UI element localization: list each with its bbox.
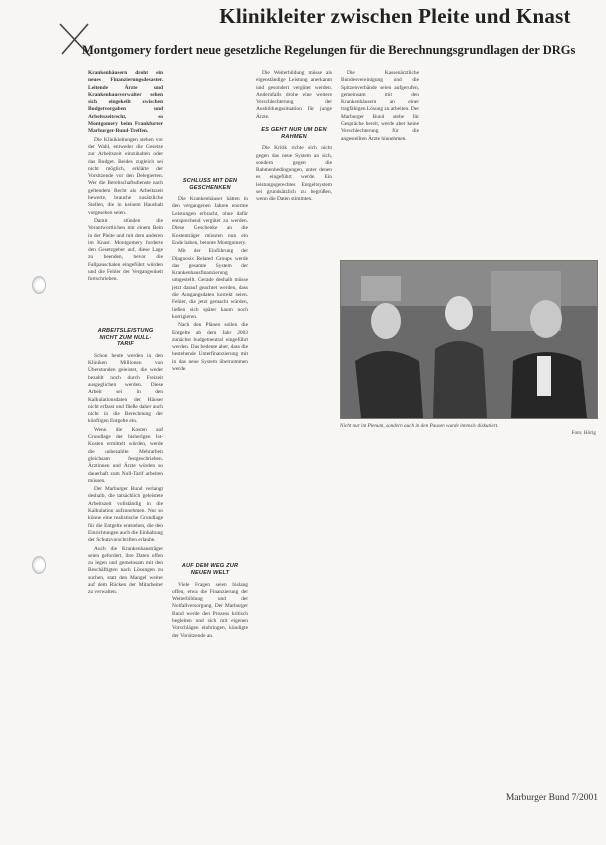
article-paragraph: Schon heute werden in den Kliniken Millionen von Überstunden geleistet, die weder bezahlt noch durch Freizeit ausgeglichen werden. Diese Arbeit sei in den Kalkulationsdaten der Häuser nicht erfasst und fließe daher auch nicht in die Berechnung der künftigen Entgelte ein.: [88, 352, 163, 425]
article-paragraph: Damit stünden die Verantwortlichen mit einem Bein in der Pleite und mit dem anderen im Knast. Montgomery forderte den Gesetzgeber auf, diese Lage zu beenden, bevor die Fallpauschalen eingeführt würden und die Fehler der Vergangenheit fortschrieben.: [88, 217, 163, 283]
article-lead: Krankenhäusern droht ein neues Finanzierungsdesaster. Leitende Ärzte und Krankenhausverwalter sehen sich eingekeilt zwischen Budgetvorgaben und Arbeitszeitrecht, so Montgomery beim Frankfurter Marburger-Bund-Treffen.: [88, 70, 163, 135]
section-heading: ES GEHT NUR UM DEN RAHMEN: [261, 127, 327, 140]
section-heading: AUF DEM WEG ZUR NEUEN WELT: [181, 563, 239, 576]
article-paragraph: Der Marburger Bund verlangt deshalb, die tatsächlich geleistete Arbeitszeit vollständig in die Kalkulation aufzunehmen. Nur so könne eine realistische Grundlage für die Entgelte entstehen, die den Einrichtungen auch die Einhaltung der Schutzvorschriften erlaube.: [88, 486, 163, 544]
article-paragraph: Viele Fragen seien bislang offen, etwa die Finanzierung der Weiterbildung und der Notfallversorgung. Der Marburger Bund werde den Prozess kritisch begleiten und sich mit eigenen Vorschlägen einbringen, kündigte der Vorsitzende an.: [172, 581, 248, 639]
article-paragraph: Auch die Krankenhausträger seien gefordert, ihre Daten offen zu legen und gemeinsam mit den Beschäftigten nach Lösungen zu suchen, statt den Mangel weiter auf dem Rücken der Mitarbeiter zu verwalten.: [88, 545, 163, 596]
photo-credit: Foto: Hörig: [571, 429, 596, 436]
punch-hole-icon: [32, 556, 46, 574]
page-footer: Marburger Bund 7/2001: [505, 793, 598, 803]
photo-caption-text: Nicht nur im Plenum, sondern auch in den Pausen wurde intensiv diskutiert.: [340, 423, 499, 429]
article-column-2: [88, 322, 163, 822]
section-heading: ARBEITSLEISTUNG NICHT ZUM NULL-TARIF: [97, 328, 154, 348]
article-paragraph: Die Kassenärztliche Bundesvereinigung und die Spitzenverbände seien aufgerufen, gemeinsam mit den Krankenhäusern an einer tragfähigen Lösung zu arbeiten. Der Marburger Bund stehe für Gespräche bereit, werde aber keine Verschlechterung für die angestellten Ärzte hinnehmen.: [341, 70, 419, 142]
article-paragraph: Die Weiterbildung müsse als eigenständige Leistung anerkannt und gesondert vergütet werden. Andernfalls drohe eine weitere Verschlechterung der Ausbildungssituation für junge Ärzte.: [256, 70, 332, 120]
article-column-3: [172, 70, 248, 822]
section-heading: SCHLUSS MIT DEN GESCHENKEN: [182, 178, 238, 191]
photo-caption: [340, 423, 596, 436]
article-headline: Klinikleiter zwischen Pleite und Knast: [219, 4, 571, 28]
article-paragraph: Mit der Einführung der Diagnosis Related Groups werde das gesamte System der Krankenhausfinanzierung umgestellt. Gerade deshalb müsse jetzt darauf geachtet werden, dass die Ausgangsdaten korrekt seien. Fehler, die jetzt gemacht würden, ließen sich später kaum noch korrigieren.: [172, 248, 248, 320]
article-paragraph: Die Klinikleitungen stehen vor der Wahl, entweder die Gesetze zur Arbeitszeit einzuhalten oder das Budget. Beides zugleich sei nicht möglich, erklärte der Vorsitzende vor den Delegierten. Wer die Bereitschaftsdienste nach geltendem Recht als Arbeitszeit bewerte, brauche zusätzliche Stellen, die in keinem Haushalt vorgesehen seien.: [88, 136, 163, 216]
article-column-1: [88, 70, 163, 315]
article-paragraph: Die Kritik richte sich nicht gegen das neue System an sich, sondern gegen die Rahmenbedingungen, unter denen es eingeführt werde. Ein leistungsgerechtes Entgeltsystem sei grundsätzlich zu begrüßen, wenn die Daten stimmten.: [256, 145, 332, 203]
article-column-5: [341, 70, 419, 220]
article-subheadline: Montgomery fordert neue gesetzliche Regelungen für die Berechnungsgrundlagen der DRGs: [82, 43, 576, 57]
article-paragraph: Wenn die Kosten auf Grundlage der bisherigen Ist-Kosten ermittelt würden, werde die unbezahlte Mehrarbeit gleichsam festgeschrieben. Ärztinnen und Ärzte würden so dauerhaft zum Null-Tarif arbeiten müssen.: [88, 426, 163, 484]
article-photo: [340, 260, 598, 419]
article-column-4: [256, 70, 332, 230]
article-paragraph: Die Krankenhäuser hätten in den vergangenen Jahren enorme Leistungen erbracht, ohne dafür entsprechend vergütet zu werden. Diese Geschenke an die Kostenträger müssten nun ein Ende haben, betonte Montgomery.: [172, 196, 248, 246]
punch-hole-icon: [32, 276, 46, 294]
photo-scene-icon: [341, 261, 597, 418]
article-paragraph: Nach den Plänen sollen die Entgelte ab dem Jahr 2003 zunächst budgetneutral eingeführt werden. Das bedeute aber, dass die bestehende Unterfinanzierung mit in das neue System übernommen werde.: [172, 322, 248, 373]
